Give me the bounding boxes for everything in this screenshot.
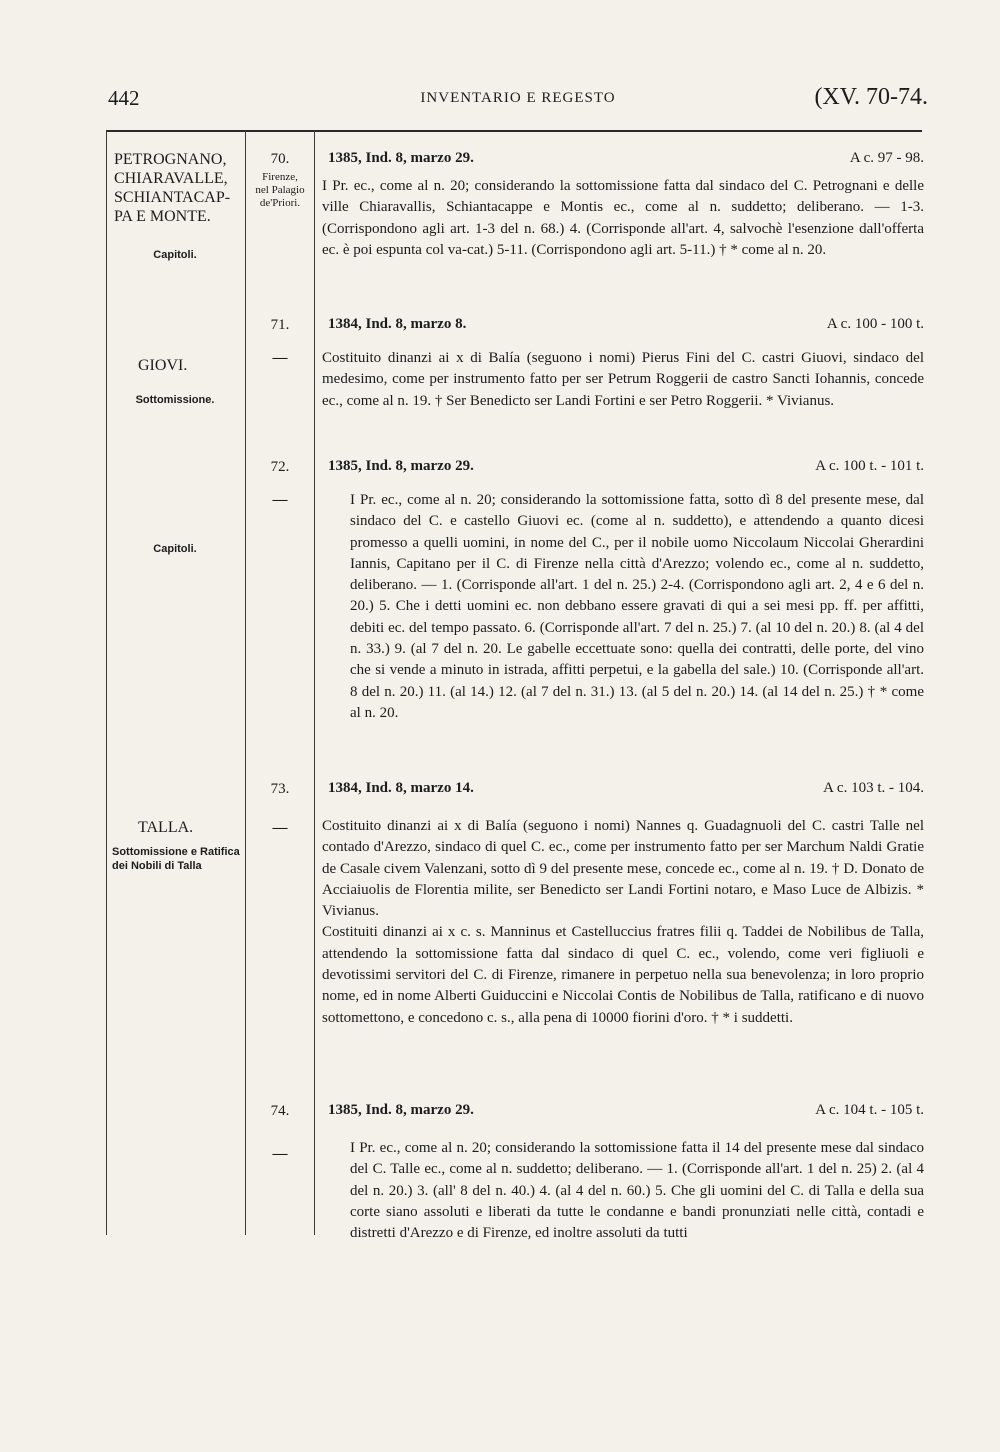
entry-number-column [247, 458, 313, 510]
folio-reference: A c. 104 t. - 105 t. [815, 1102, 924, 1118]
column-divider [106, 130, 107, 1235]
entry-body [322, 458, 924, 724]
entry-number: 72. [270, 459, 290, 475]
running-title: INVENTARIO E REGESTO [420, 90, 616, 106]
folio-reference: A c. 100 - 100 t. [826, 316, 924, 332]
entry-paragraph: Costituiti dinanzi ai x c. s. Manninus et Castelluccius fratres filii q. Taddei de Nobilibus de Talla, attendendo la sottomissione fatta dal sindaco di quel C. ec., volendo, come veri figliuoli e devotissimi servitori del C. di Firenze, rimanere in perpetuo nella sua benevolenza; in loro proprio nome, ed in nome Alberti Guiduccini e Niccolai Contis de Nobilibus de Talla, ratificano e di nuovo sottomettono, e concedono c. s., alla pena di 10000 fiorini d'oro. † * i suddetti. [322, 924, 924, 1026]
column-divider [245, 130, 246, 1235]
date-line [322, 316, 924, 338]
page-header [108, 86, 928, 116]
entry-paragraph: I Pr. ec., come al n. 20; considerando la sottomissione fatta, sotto dì 8 del presente mese, dal sindaco del C. e castello Giuovi ec. (come al n. suddetto), e attendendo a quanto dicesi promesso a quelli uomini, in nome del C., per il nobile uomo Niccolaum Niccolai Gherardini Iannis, Capitano per il C. di Firenze nella città d'Arezzo; volendo ec., come al n. suddetto, deliberano. — 1. (Corrisponde all'art. 1 del n. 25.) 2-4. (Corrispondono agli art. 2, 4 e 6 del n. 20.) 5. Che i detti uomini ec. non debbano essere gravati di qui a sei mesi pp. ff. per affitti, debiti ec. del tempo passato. 6. (Corrisponde all'art. 7 del n. 25.) 7. (al 10 del n. 20.) 8. (al 4 del n. 33.) 9. (al 7 del n. 20. Le gabelle eccettuate sono: quella dei contratti, delle porte, del vino che si vende a minuto in istrada, affitti perpetui, e la gabella del sale.) 10. (Corrisponde all'art. 8 del n. 20.) 11. (al 14.) 12. (al 7 del n. 31.) 13. (al 5 del n. 20.) 14. (al 14 del n. 25.) † * come al n. 20. [350, 492, 924, 721]
entry-paragraph: Costituito dinanzi ai x di Balía (seguono i nomi) Pierus Fini del C. castri Giuovi, sindaco del medesimo, come per instrumento fatto per ser Petrum Roggerii de castro Sancti Iohannis, concede ec., come al n. 19. † Ser Benedicto ser Landi Fortini e ser Petro Roggerii. * Vivianus. [322, 350, 924, 409]
entry-margin [108, 534, 242, 556]
entry-paragraph: I Pr. ec., come al n. 20; considerando la sottomissione fatta il 14 del presente mese dal sindaco del C. Talle ec., come al n. suddetto; deliberano. — 1. (Corrisponde all'art. 1 del n. 25) 2. (al 4 del n. 20.) 3. (all' 8 del n. 40.) 4. (al 4 del n. 60.) 5. Che gli uomini del C. di Talla e della sua corte siano assoluti e liberati da tutte le condanne e bandi pronunziati nelle città, contadi e distretti d'Arezzo e di Firenze, ed inoltre assoluti da tutti [350, 1140, 924, 1242]
entry-number: 71. [270, 317, 290, 333]
date-line [322, 458, 924, 480]
entry-paragraph: I Pr. ec., come al n. 20; considerando la sottomissione fatta dal sindaco del C. Petrognani e delle ville Chiaravallis, Schiantacappe e Montis ec., come al n. suddetto; deliberano. — 1-3. (Corrispondono agli art. 1-3 del n. 68.) 4. (Corrisponde all'art. 4, salvochè l'esenzione dall'offerta ec. è poi espunta col va-cat.) 5-11. (Corrispondono agli art. 5-11.) † * come al n. 20. [322, 178, 924, 258]
entry-subject: Capitoli. [153, 543, 197, 555]
entry-number-column [247, 1102, 313, 1164]
entry-number: 74. [270, 1103, 290, 1119]
entry-subject: Capitoli. [153, 249, 197, 261]
place-name: PETROGNANO, CHIARAVALLE, SCHIANTACAP- PA E MONTE. [114, 151, 231, 225]
entry-date: 1385, Ind. 8, marzo 29. [328, 458, 474, 474]
entry-dash: — [272, 350, 288, 366]
entry-date: 1385, Ind. 8, marzo 29. [328, 1102, 474, 1118]
entry-number: 70. [270, 151, 290, 167]
page-number: 442 [108, 86, 140, 110]
entry-number: 73. [270, 781, 290, 797]
entry-dash: — [272, 1146, 288, 1162]
entry-location: Firenze, nel Palagio de'Priori. [255, 171, 305, 209]
entry-dash: — [272, 492, 288, 508]
section-range: (XV. 70-74. [814, 84, 928, 110]
entry-paragraph: Costituito dinanzi ai x di Balía (seguono i nomi) Nannes q. Guadagnuoli del C. castri Talle nel contado d'Arezzo, sindaco di quel C. ec., come per instrumento fatto per ser Marchum Naldi Gratie de Casale civem Valenzani, sotto dì 9 del presente mese, concede ec., come al n. 19. † D. Donato de Acciaiuolis de Florentia milite, ser Benedicto ser Landi Fortini notaro, e Maso Luce de Albizis. * Vivianus. [322, 818, 924, 920]
entry-margin [108, 150, 242, 262]
entry-number-column [247, 780, 313, 838]
place-name: TALLA. [138, 819, 194, 836]
entry-number-column [247, 150, 313, 210]
entry-number-column [247, 316, 313, 368]
entry-body [322, 316, 924, 412]
entry-date: 1384, Ind. 8, marzo 14. [328, 780, 474, 796]
folio-reference: A c. 100 t. - 101 t. [815, 458, 924, 474]
entry-body [322, 780, 924, 1029]
column-divider [314, 130, 315, 1235]
entry-dash: — [272, 820, 288, 836]
date-line [322, 780, 924, 802]
entry-body [322, 150, 924, 261]
entry-margin [108, 818, 242, 873]
folio-reference: A c. 103 t. - 104. [823, 780, 924, 796]
date-line [322, 150, 924, 172]
entry-date: 1385, Ind. 8, marzo 29. [328, 150, 474, 166]
header-rule [107, 130, 922, 132]
entry-body [322, 1102, 924, 1244]
entry-subject: Sottomissione. [135, 394, 215, 406]
place-name: GIOVI. [138, 357, 188, 374]
entry-subject: Sottomissione e Ratifica dei Nobili di Talla [112, 846, 240, 872]
entry-date: 1384, Ind. 8, marzo 8. [328, 316, 467, 332]
date-line [322, 1102, 924, 1124]
folio-reference: A c. 97 - 98. [849, 150, 924, 166]
entry-margin [108, 356, 242, 407]
